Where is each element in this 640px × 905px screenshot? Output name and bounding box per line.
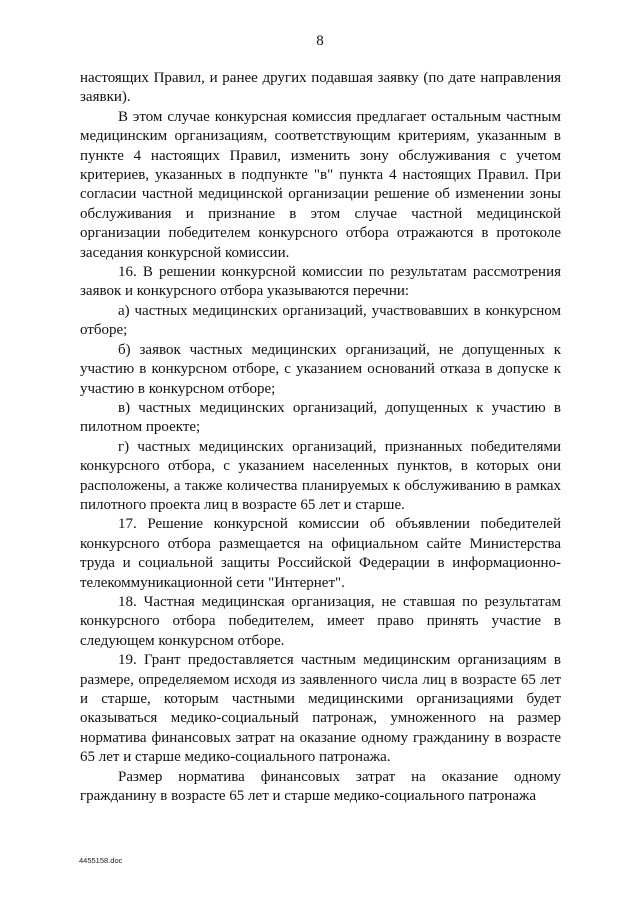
paragraph: Размер норматива финансовых затрат на оказание одному гражданину в возрасте 65 лет и старше медико-социального патронажа [80,768,561,805]
paragraph-item-18: 18. Частная медицинская организация, не ставшая по результатам конкурсного отбора победителем, имеет право принять участие в следующем конкурсном отборе. [80,593,561,649]
subitem-a: а) частных медицинских организаций, участвовавших в конкурсном отборе; [80,302,561,339]
paragraph-item-19: 19. Грант предоставляется частным медицинским организациям в размере, определяемом исходя из заявленного числа лиц в возрасте 65 лет и старше, которым частными медицинскими организациями будет оказываться медико-социальный патронаж, умноженного на размер норматива финансовых затрат на оказание одному гражданину в возрасте 65 лет и старше медико-социального патронажа. [80,652,561,766]
paragraph: настоящих Правил, и ранее других подавшая заявку (по дате направления заявки). [80,70,561,106]
subitem-g: г) частных медицинских организаций, признанных победителями конкурсного отбора, с указанием населенных пунктов, в которых они расположены, а также количества планируемых к обслуживанию в рамках пилотного проекта лиц в возрасте 65 лет и старше. [80,438,561,513]
page-number: 8 [316,33,324,49]
paragraph-item-17: 17. Решение конкурсной комиссии об объявлении победителей конкурсного отбора размещается на официальном сайте Министерства труда и социальной защиты Российской Федерации в информационно-телекоммуникационной сети "Интернет". [80,516,561,591]
paragraph: В этом случае конкурсная комиссия предлагает остальным частным медицинским организациям, соответствующим критериям, указанным в пункте 4 настоящих Правил, изменить зону обслуживания с учетом критериев, указанных в подпункте "в" пункта 4 настоящих Правил. При согласии частной медицинской организации решение об изменении зоны обслуживания и признание в этом случае частной медицинской организации победителем конкурсного отбора отражаются в протоколе заседания конкурсной комиссии. [80,108,561,261]
document-body [80,69,561,806]
subitem-v: в) частных медицинских организаций, допущенных к участию в пилотном проекте; [80,399,561,436]
file-name-footer: 4455158.doc [79,856,123,865]
subitem-b: б) заявок частных медицинских организаций, не допущенных к участию в конкурсном отборе, с указанием оснований отказа в допуске к участию в конкурсном отборе; [80,341,561,397]
paragraph-item-16: 16. В решении конкурсной комиссии по результатам рассмотрения заявок и конкурсного отбора указываются перечни: [80,264,561,300]
